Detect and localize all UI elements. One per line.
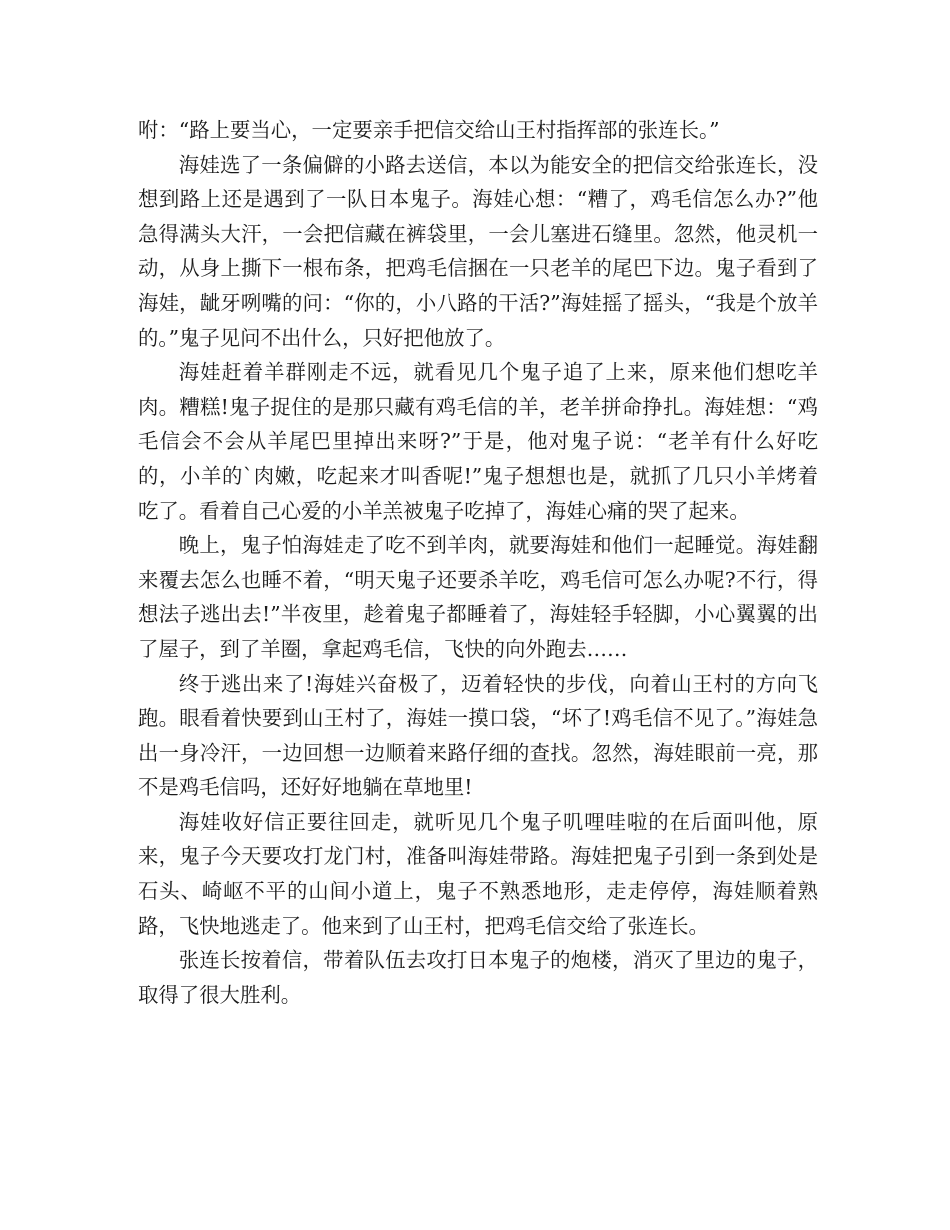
- paragraph: 张连长按着信，带着队伍去攻打日本鬼子的炮楼，消灭了里边的鬼子，取得了很大胜利。: [138, 948, 818, 1007]
- paragraph: 海娃收好信正要往回走，就听见几个鬼子叽哩哇啦的在后面叫他，原来，鬼子今天要攻打龙门村，准备叫海娃带路。海娃把鬼子引到一条到处是石头、崎岖不平的山间小道上，鬼子不熟悉地形，走走停停，海娃顺着熟路，飞快地逃走了。他来到了山王村，把鸡毛信交给了张连长。: [138, 809, 818, 938]
- paragraph: 海娃赶着羊群刚走不远，就看见几个鬼子追了上来，原来他们想吃羊肉。糟糕!鬼子捉住的是那只藏有鸡毛信的羊，老羊拼命挣扎。海娃想：“鸡毛信会不会从羊尾巴里掉出来呀?”于是，他对鬼子说：“老羊有什么好吃的，小羊的`肉嫩，吃起来才叫香呢!”鬼子想想也是，就抓了几只小羊烤着吃了。看着自己心爱的小羊羔被鬼子吃掉了，海娃心痛的哭了起来。: [138, 360, 818, 523]
- paragraph-continuation: 咐：“路上要当心，一定要亲手把信交给山王村指挥部的张连长。”: [138, 118, 720, 142]
- paragraph: 终于逃出来了!海娃兴奋极了，迈着轻快的步伐，向着山王村的方向飞跑。眼看着快要到山王村了，海娃一摸口袋，“坏了!鸡毛信不见了。”海娃急出一身冷汗，一边回想一边顺着来路仔细的查找。忽然，海娃眼前一亮，那不是鸡毛信吗，还好好地躺在草地里!: [138, 671, 818, 800]
- paragraph: 海娃选了一条偏僻的小路去送信，本以为能安全的把信交给张连长，没想到路上还是遇到了一队日本鬼子。海娃心想：“糟了，鸡毛信怎么办?”他急得满头大汗，一会把信藏在裤袋里，一会儿塞进石缝里。忽然，他灵机一动，从身上撕下一根布条，把鸡毛信捆在一只老羊的尾巴下边。鬼子看到了海娃，龇牙咧嘴的问：“你的，小八路的干活?”海娃摇了摇头，“我是个放羊的。”鬼子见问不出什么，只好把他放了。: [138, 152, 818, 350]
- document-body: [138, 113, 818, 1012]
- paragraph: 晚上，鬼子怕海娃走了吃不到羊肉，就要海娃和他们一起睡觉。海娃翻来覆去怎么也睡不着，“明天鬼子还要杀羊吃，鸡毛信可怎么办呢?不行，得想法子逃出去!”半夜里，趁着鬼子都睡着了，海娃轻手轻脚，小心翼翼的出了屋子，到了羊圈，拿起鸡毛信，飞快的向外跑去……: [138, 533, 818, 661]
